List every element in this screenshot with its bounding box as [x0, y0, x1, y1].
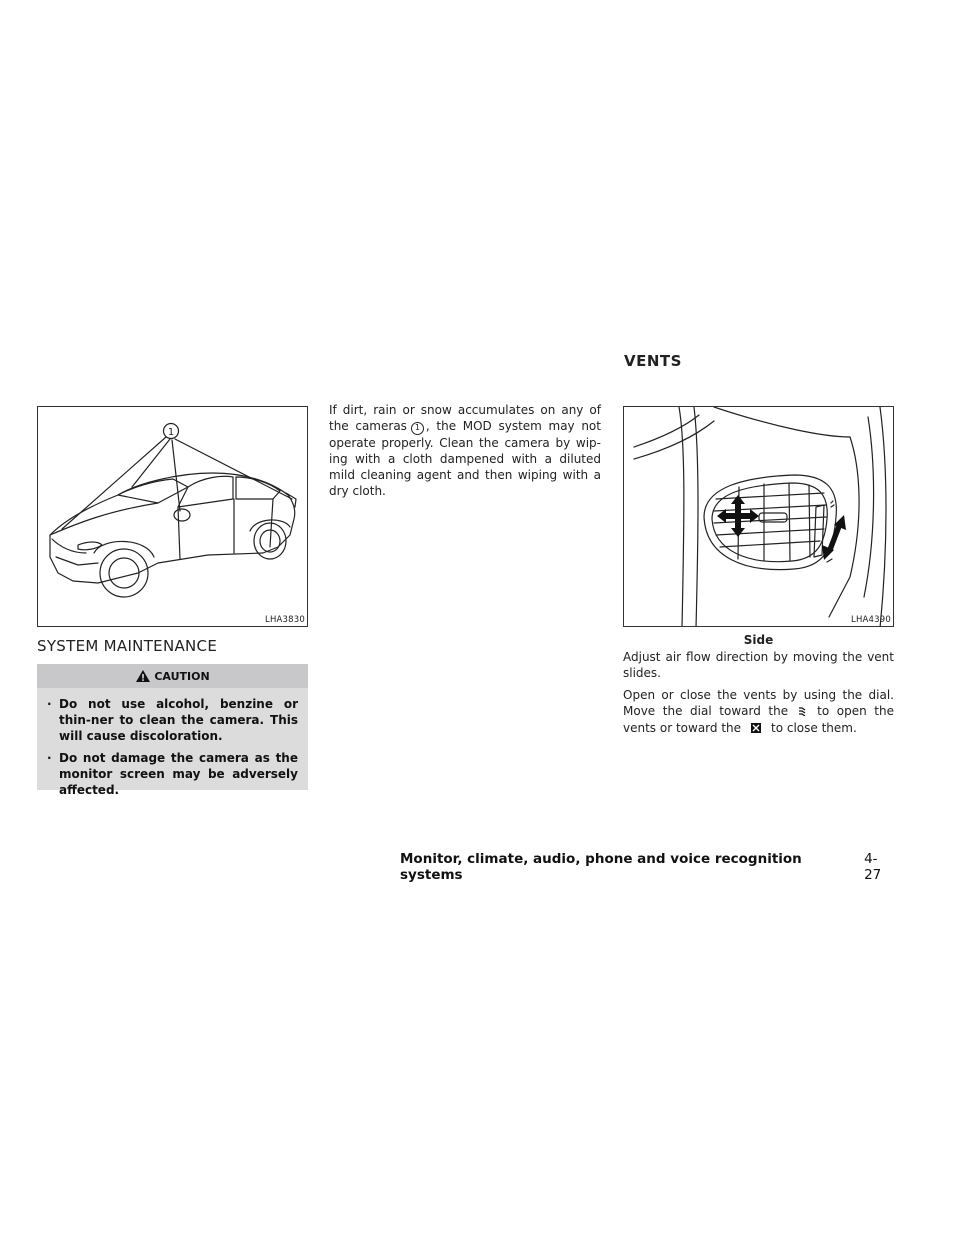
caution-list — [37, 688, 308, 810]
vents-heading: VENTS — [624, 352, 682, 370]
callout-label: 1 — [167, 427, 175, 438]
caution-label: CAUTION — [154, 669, 210, 683]
camera-number-badge: 1 — [411, 422, 424, 435]
caution-item: · Do not use alcohol, benzine or thin-ner to clean the camera. This will cause discoloration. — [47, 697, 298, 743]
dial-direction-arrow-icon — [822, 515, 846, 560]
vent-figure — [623, 406, 894, 627]
four-way-arrow-icon — [717, 495, 759, 537]
caution-item: · Do not damage the camera as the monitor screen may be adversely affected. — [47, 751, 298, 797]
caution-box — [37, 664, 308, 797]
camera-cleaning-paragraph: If dirt, rain or snow accumulates on any of the cameras 1 , the MOD system may not operate properly. Clean the camera by wip-ing with a cloth dampened with a diluted mild cleaning agent and then wiping with a dry cloth. — [329, 403, 601, 498]
chapter-title: Monitor, climate, audio, phone and voice recognition systems — [400, 851, 802, 883]
page-footer — [400, 851, 894, 883]
vent-direction-paragraph: Adjust air flow direction by moving the vent slides. — [623, 650, 894, 680]
system-maintenance-heading: SYSTEM MAINTENANCE — [37, 637, 218, 655]
figure-code: LHA3830 — [265, 615, 305, 625]
car-camera-figure — [37, 406, 308, 627]
page-number: 4-27 — [864, 851, 882, 883]
caution-header — [37, 664, 308, 688]
figure-code: LHA4390 — [851, 615, 891, 625]
figure-caption: Side — [743, 633, 774, 647]
vent-dial-paragraph: Open or close the vents by using the dial. Move the dial toward the to open the vents or toward the to close them. — [623, 688, 894, 735]
vent-open-icon — [798, 704, 807, 720]
vent-close-icon — [751, 721, 761, 737]
warning-triangle-icon — [135, 669, 151, 683]
car-illustration — [38, 407, 308, 627]
vent-illustration — [624, 407, 894, 627]
